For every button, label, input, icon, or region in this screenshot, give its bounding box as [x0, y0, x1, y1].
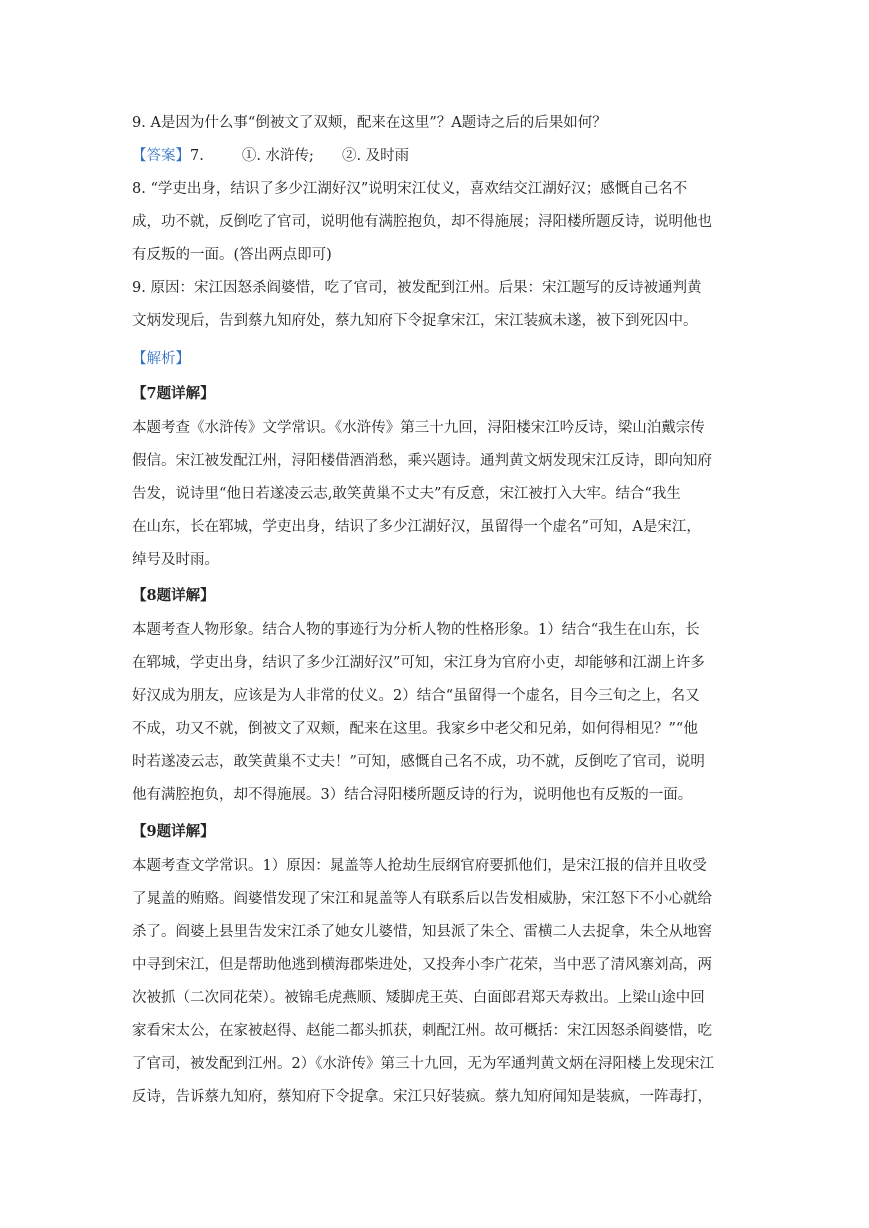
- detail-8-line: 不成，功又不就，倒被文了双颊，配来在这里。我家乡中老父和兄弟，如何得相见？”“他: [132, 721, 698, 737]
- answer-number: 7.: [190, 148, 204, 164]
- detail-8-line: 在郓城，学吏出身，结识了多少江湖好汉”可知，宋江身为官府小吏，却能够和江湖上许多: [132, 655, 705, 671]
- detail-8-line: 他有满腔抱负，却不得施展。3）结合浔阳楼所题反诗的行为，说明他也有反叛的一面。: [132, 787, 693, 803]
- answer-option-1: ①. 水浒传;: [241, 148, 314, 164]
- detail-9-line: 了官司，被发配到江州。2）《水浒传》第三十九回，无为军通判黄文炳在浔阳楼上发现宋江: [132, 1056, 714, 1072]
- detail-9-line: 杀了。阎婆上县里告发宋江杀了她女儿婆惜，知县派了朱仝、雷横二人去捉拿，朱仝从地窖: [132, 924, 712, 940]
- detail-9-line: 了晁盖的贿赂。阎婆惜发现了宋江和晁盖等人有联系后以告发相威胁，宋江怒下不小心就给: [132, 891, 712, 907]
- detail-9-line: 中寻到宋江，但是帮助他逃到横海郡柴进处，又投奔小李广花荣，当中恶了清风寨刘高，两: [132, 957, 712, 973]
- detail-9-line: 反诗，告诉蔡九知府，蔡知府下令捉拿。宋江只好装疯。蔡九知府闻知是装疯，一阵毒打，: [132, 1089, 712, 1105]
- answer-row: [132, 146, 742, 166]
- detail-7-line: 本题考查《水浒传》文学常识。《水浒传》第三十九回，浔阳楼宋江吟反诗，梁山泊戴宗传: [132, 420, 705, 436]
- detail-8-heading: 【8题详解】: [132, 587, 215, 604]
- detail-9-line: 家看宋太公，在家被赵得、赵能二都头抓获，刺配江州。故可概括：宋江因怒杀阎婆惜，吃: [132, 1023, 712, 1039]
- answer-8-line: 8. “学吏出身，结识了多少江湖好汉”说明宋江仗义，喜欢结交江湖好汉；感慨自己名不: [132, 181, 688, 197]
- detail-8-line: 时若遂凌云志，敢笑黄巢不丈夫！”可知，感慨自己名不成，功不就，反倒吃了官司，说明: [132, 754, 705, 770]
- answer-option-2: ②. 及时雨: [341, 148, 410, 164]
- analysis-tag: 【解析】: [132, 351, 190, 367]
- detail-7-line: 绰号及时雨。: [132, 552, 219, 568]
- detail-9-line: 次被抓（二次同花荣）。被锦毛虎燕顺、矮脚虎王英、白面郎君郑天寿救出。上梁山途中回: [132, 990, 705, 1006]
- detail-8-line: 好汉成为朋友，应该是为人非常的仗义。2）结合“虽留得一个虚名，目今三旬之上，名又: [132, 688, 700, 704]
- detail-7-heading: 【7题详解】: [132, 385, 215, 402]
- detail-9-heading: 【9题详解】: [132, 823, 215, 840]
- answer-8-line: 有反叛的一面。(答出两点即可): [132, 247, 332, 263]
- answer-9-line: 9. 原因：宋江因怒杀阎婆惜，吃了官司，被发配到江州。后果：宋江题写的反诗被通判黄: [132, 280, 702, 296]
- question-9: 9. A是因为什么事“倒被文了双颊，配来在这里”？A题诗之后的后果如何？: [132, 115, 607, 131]
- detail-9-line: 本题考查文学常识。1）原因：晁盖等人抢劫生辰纲官府要抓他们，是宋江报的信并且收受: [132, 858, 707, 874]
- answer-tag: 【答案】: [132, 148, 190, 164]
- detail-7-line: 在山东，长在郓城，学吏出身，结识了多少江湖好汉，虽留得一个虚名”可知，A是宋江，: [132, 519, 701, 535]
- answer-9-line: 文炳发现后，告到蔡九知府处，蔡九知府下令捉拿宋江，宋江装疯未遂，被下到死囚中。: [132, 313, 698, 329]
- detail-8-line: 本题考查人物形象。结合人物的事迹行为分析人物的性格形象。1）结合“我生在山东，长: [132, 622, 700, 638]
- detail-7-line: 假信。宋江被发配江州，浔阳楼借酒消愁，乘兴题诗。通判黄文炳发现宋江反诗，即向知府: [132, 453, 712, 469]
- answer-8-line: 成，功不就，反倒吃了官司，说明他有满腔抱负，却不得施展；浔阳楼所题反诗，说明他也: [132, 214, 712, 230]
- detail-7-line: 告发，说诗里“他日若遂凌云志,敢笑黄巢不丈夫”有反意，宋江被打入大牢。结合“我生: [132, 486, 681, 502]
